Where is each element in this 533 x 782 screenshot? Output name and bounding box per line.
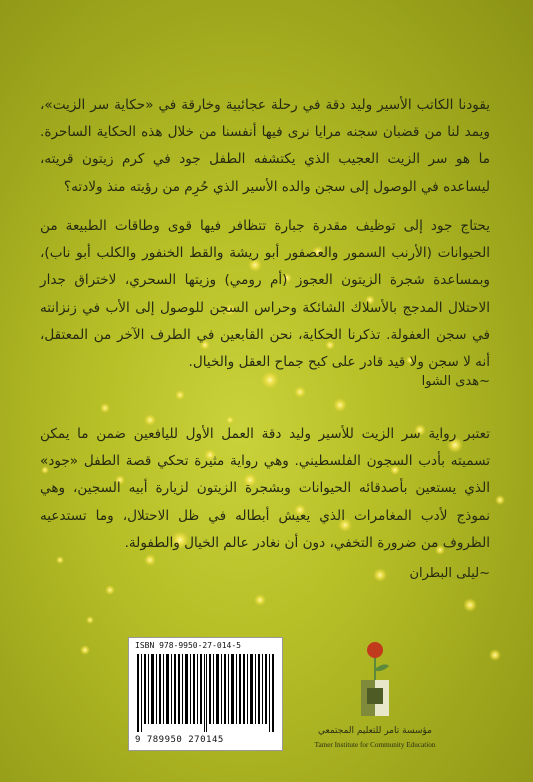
barcode-icon [137, 654, 274, 732]
tamer-logo-icon [355, 640, 395, 718]
paragraph-2: يحتاج جود إلى توظيف مقدرة جبارة تتظافر فيها قوى وطاقات الطبيعة من الحيوانات (الأرنب السمور والعصفور أبو ريشة والقط الخنفور والكلب أبو ناب)، وبمساعدة شجرة الزيتون العجوز (أم رومي) وزيتها السحري، لاختراق جدار الاحتلال المدجج بالأسلاك الشائكة وحراس السجن للوصول إلى الأب في زنزانته في سجن العفولة. تذكرنا الحكاية، نحن القابعين في الطرف الآخر من المعتقل، أنه لا سجن ولا قيد قادر على كبح جماح العقل والخيال. [40, 218, 490, 371]
publisher-name-english: Tamer Institute for Community Education [314, 741, 436, 749]
publisher-logo [305, 640, 445, 760]
signature-2: ~ليلى البطران [409, 566, 490, 581]
publisher-name-arabic: مؤسسة تامر للتعليم المجتمعي [318, 726, 432, 736]
isbn-barcode-block [128, 637, 283, 751]
paragraph-3: تعتبر رواية سر الزيت للأسير وليد دقة العمل الأول لليافعين ضمن ما يمكن تسميته بأدب السجون الفلسطيني. وهي رواية مثيرة تحكي قصة الطفل «جود» الذي يستعين بأصدقائه الحيوانات وبشجرة الزيتون لزيارة أبيه السجين، وهي نموذج لأدب المغامرات الذي يعيش أبطاله في ظل الاحتلال، وما تستدعيه الظروف من ضرورة التخفي، دون أن نغادر عالم الخيال والطفولة. [40, 426, 490, 551]
signature-1: ~هدى الشوا [421, 374, 490, 389]
isbn-number: 9 789950 270145 [135, 735, 224, 745]
paragraph-1: يقودنا الكاتب الأسير وليد دقة في رحلة عجائبية وخارقة في «حكاية سر الزيت»، ويمد لنا من قضبان سجنه مرايا نرى فيها أنفسنا من خلال هذه الحكاية الساحرة. ما هو سر الزيت العجيب الذي يكتشفه الطفل جود في كرم زيتون قريته، ليساعده في الوصول إلى سجن والده الأسير الذي حُرِم من رؤيته منذ ولادته؟ [40, 97, 490, 195]
isbn-label: ISBN 978-9950-27-014-5 [135, 641, 241, 650]
